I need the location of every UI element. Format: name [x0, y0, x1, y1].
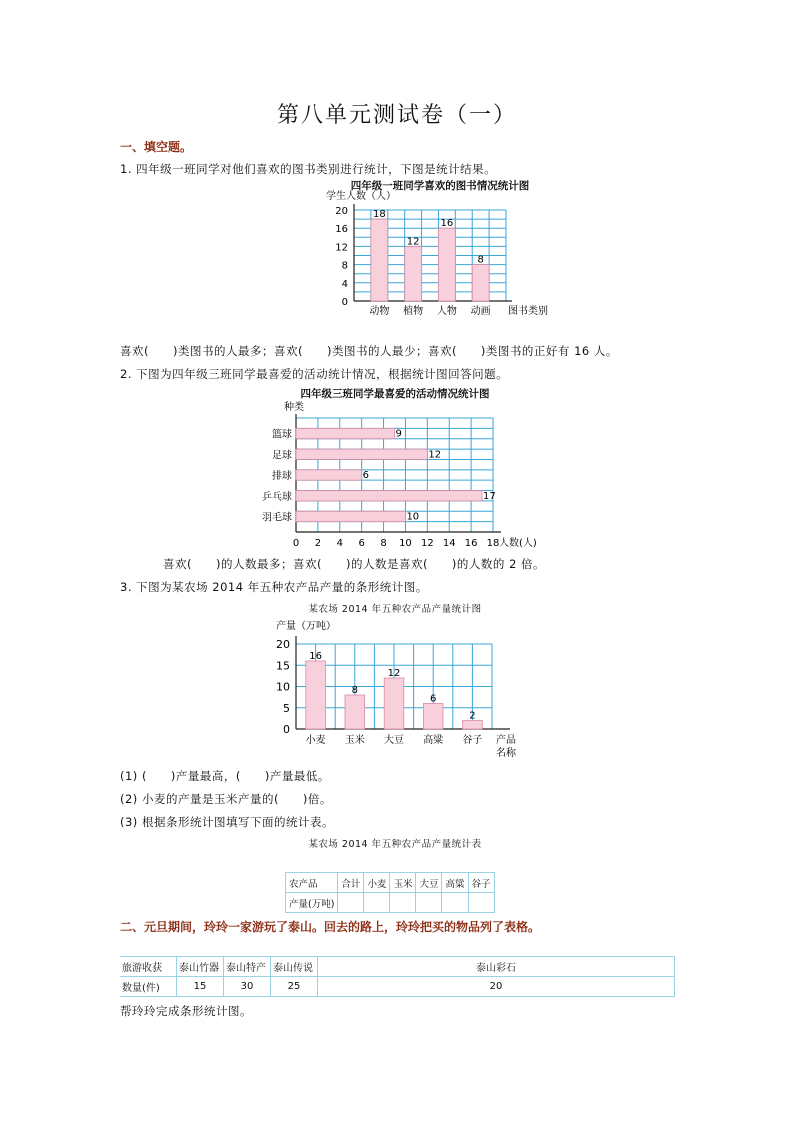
x-tick-label: 高粱 — [423, 735, 444, 746]
question-3-text: 3. 下图为某农场 2014 年五种农产品产量的条形统计图。 — [120, 580, 428, 594]
souvenir-value: 30 — [224, 977, 271, 997]
bar — [438, 228, 455, 301]
bar — [296, 511, 405, 521]
y-tick-label: 篮球 — [272, 429, 292, 441]
x-tick-label: 2 — [314, 538, 322, 549]
y-tick-label: 排球 — [272, 471, 292, 483]
y-tick-label: 羽毛球 — [262, 512, 292, 524]
y-tick-label: 0 — [283, 723, 290, 736]
bar — [472, 265, 489, 301]
question-1-text: 1. 四年级一班同学对他们喜欢的图书类别进行统计，下图是统计结果。 — [120, 162, 497, 176]
souvenir-header-bamboo: 泰山竹器 — [177, 957, 224, 977]
table-header-product: 农产品 — [286, 873, 338, 893]
table-header-soybean: 大豆 — [416, 873, 442, 893]
chart-3-y-label: 产量（万吨） — [276, 621, 336, 632]
souvenir-value: 25 — [271, 977, 318, 997]
souvenir-value: 15 — [177, 977, 224, 997]
table-blank-cell[interactable] — [442, 893, 468, 913]
table-row-label: 产量(万吨) — [286, 893, 338, 913]
farm-output-table — [285, 872, 495, 913]
table-blank-cell[interactable] — [390, 893, 416, 913]
souvenir-header-specialty: 泰山特产 — [224, 957, 271, 977]
x-tick-label: 人物 — [436, 306, 457, 317]
y-tick-label: 4 — [341, 278, 348, 290]
bar-value-label: 8 — [477, 254, 484, 266]
x-axis-label-line-2: 名称 — [496, 748, 516, 759]
x-axis-label: 图书类别 — [508, 306, 548, 317]
x-tick-label: 玉米 — [344, 735, 365, 746]
souvenir-header-label: 旅游收获 — [120, 957, 177, 977]
section-2-footer: 帮玲玲完成条形统计图。 — [120, 1004, 252, 1018]
bar — [345, 695, 365, 729]
bar — [371, 219, 388, 301]
bar-value-label: 6 — [362, 470, 370, 482]
x-tick-label: 8 — [380, 538, 387, 549]
question-3-sub-1: (1) ( )产量最高，( )产量最低。 — [120, 769, 330, 783]
question-3-sub-3: (3) 根据条形统计图填写下面的统计表。 — [120, 815, 334, 829]
page-title: 第八单元测试卷（一） — [276, 103, 517, 128]
bar — [296, 491, 482, 501]
section-1-heading: 一、填空题。 — [120, 140, 193, 154]
bar — [296, 470, 362, 480]
souvenir-header-legend: 泰山传说 — [271, 957, 318, 977]
table-blank-cell[interactable] — [416, 893, 442, 913]
y-tick-label: 20 — [276, 638, 290, 651]
bar-value-label: 12 — [387, 668, 401, 679]
x-tick-label: 大豆 — [384, 735, 404, 746]
x-tick-label: 谷子 — [462, 735, 483, 746]
chart-2-y-label: 种类 — [284, 402, 304, 413]
bar-value-label: 8 — [351, 685, 358, 696]
y-tick-label: 16 — [335, 224, 348, 236]
x-tick-label: 12 — [420, 538, 434, 549]
question-1-fill-in: 喜欢( )类图书的人最多；喜欢( )类图书的人最少；喜欢( )类图书的正好有 16 人。 — [120, 344, 618, 358]
souvenir-value: 20 — [318, 977, 675, 997]
bar-value-label: 17 — [483, 490, 496, 502]
y-tick-label: 乒乓球 — [262, 491, 292, 503]
y-tick-label: 12 — [335, 242, 348, 254]
x-tick-label: 小麦 — [305, 735, 326, 746]
bar-value-label: 16 — [440, 218, 454, 230]
bar-value-label: 9 — [395, 428, 402, 440]
bar-value-label: 16 — [309, 651, 322, 662]
bar — [306, 661, 326, 729]
section-2-heading: 二、元旦期间，玲玲一家游玩了泰山。回去的路上，玲玲把买的物品列了表格。 — [120, 920, 541, 934]
chart-1-y-label: 学生人数（人） — [326, 191, 396, 202]
x-tick-label: 6 — [358, 538, 365, 549]
souvenir-header-stone: 泰山彩石 — [318, 957, 675, 977]
x-tick-label: 16 — [464, 538, 478, 549]
x-tick-label: 4 — [336, 538, 343, 549]
bar-value-label: 12 — [406, 236, 420, 248]
question-2-text: 2. 下图为四年级三班同学最喜爱的活动统计情况，根据统计图回答问题。 — [120, 367, 509, 381]
question-3-sub-2: (2) 小麦的产量是玉米产量的( )倍。 — [120, 792, 332, 806]
table-blank-cell[interactable] — [468, 893, 494, 913]
y-tick-label: 10 — [276, 680, 290, 694]
bar-value-label: 18 — [372, 209, 386, 221]
table-header-total: 合计 — [338, 873, 364, 893]
chart-3-title: 某农场 2014 年五种农产品产量统计图 — [308, 604, 482, 615]
y-tick-label: 20 — [335, 206, 348, 217]
chart-2-activity-preferences — [250, 398, 560, 550]
bar-value-label: 2 — [469, 710, 476, 722]
bar — [296, 449, 427, 459]
y-tick-label: 15 — [276, 659, 290, 673]
table-header-wheat: 小麦 — [364, 873, 390, 893]
bar-value-label: 10 — [406, 511, 420, 523]
x-tick-label: 0 — [292, 538, 300, 549]
question-2-fill-in: 喜欢( )的人数最多；喜欢( )的人数是喜欢( )的人数的 2 倍。 — [163, 557, 546, 571]
chart-3-farm-output — [266, 616, 536, 762]
x-tick-label: 10 — [399, 538, 412, 549]
y-tick-label: 5 — [283, 701, 290, 715]
table-1-title: 某农场 2014 年五种农产品产量统计表 — [308, 839, 482, 850]
bar-value-label: 12 — [428, 449, 442, 461]
x-tick-label: 植物 — [403, 306, 424, 317]
x-tick-label: 18 — [486, 538, 500, 549]
bar — [296, 428, 395, 438]
table-blank-cell[interactable] — [364, 893, 390, 913]
table-header-corn: 玉米 — [390, 873, 416, 893]
souvenir-row-label: 数量(件) — [120, 977, 177, 997]
x-axis-label: 人数(人) — [499, 538, 537, 549]
chart-1-book-preferences — [320, 188, 560, 318]
y-tick-label: 0 — [341, 297, 348, 308]
x-axis-label-line-1: 产品 — [496, 735, 516, 746]
table-header-millet: 谷子 — [468, 873, 494, 893]
bar — [463, 721, 483, 730]
x-tick-label: 动画 — [470, 306, 491, 317]
bar — [405, 246, 422, 301]
y-tick-label: 足球 — [272, 450, 292, 462]
table-blank-cell[interactable] — [338, 893, 364, 913]
bar — [384, 678, 404, 729]
bar — [423, 704, 443, 730]
x-tick-label: 14 — [442, 538, 456, 549]
souvenir-table — [120, 956, 675, 997]
y-tick-label: 8 — [341, 260, 348, 272]
chart-2-title: 四年级三班同学最喜爱的活动情况统计图 — [300, 388, 490, 400]
x-tick-label: 动物 — [369, 306, 390, 317]
table-header-sorghum: 高粱 — [442, 873, 468, 893]
chart-1-title: 四年级一班同学喜欢的图书情况统计图 — [350, 180, 530, 192]
bar-value-label: 6 — [430, 693, 437, 705]
